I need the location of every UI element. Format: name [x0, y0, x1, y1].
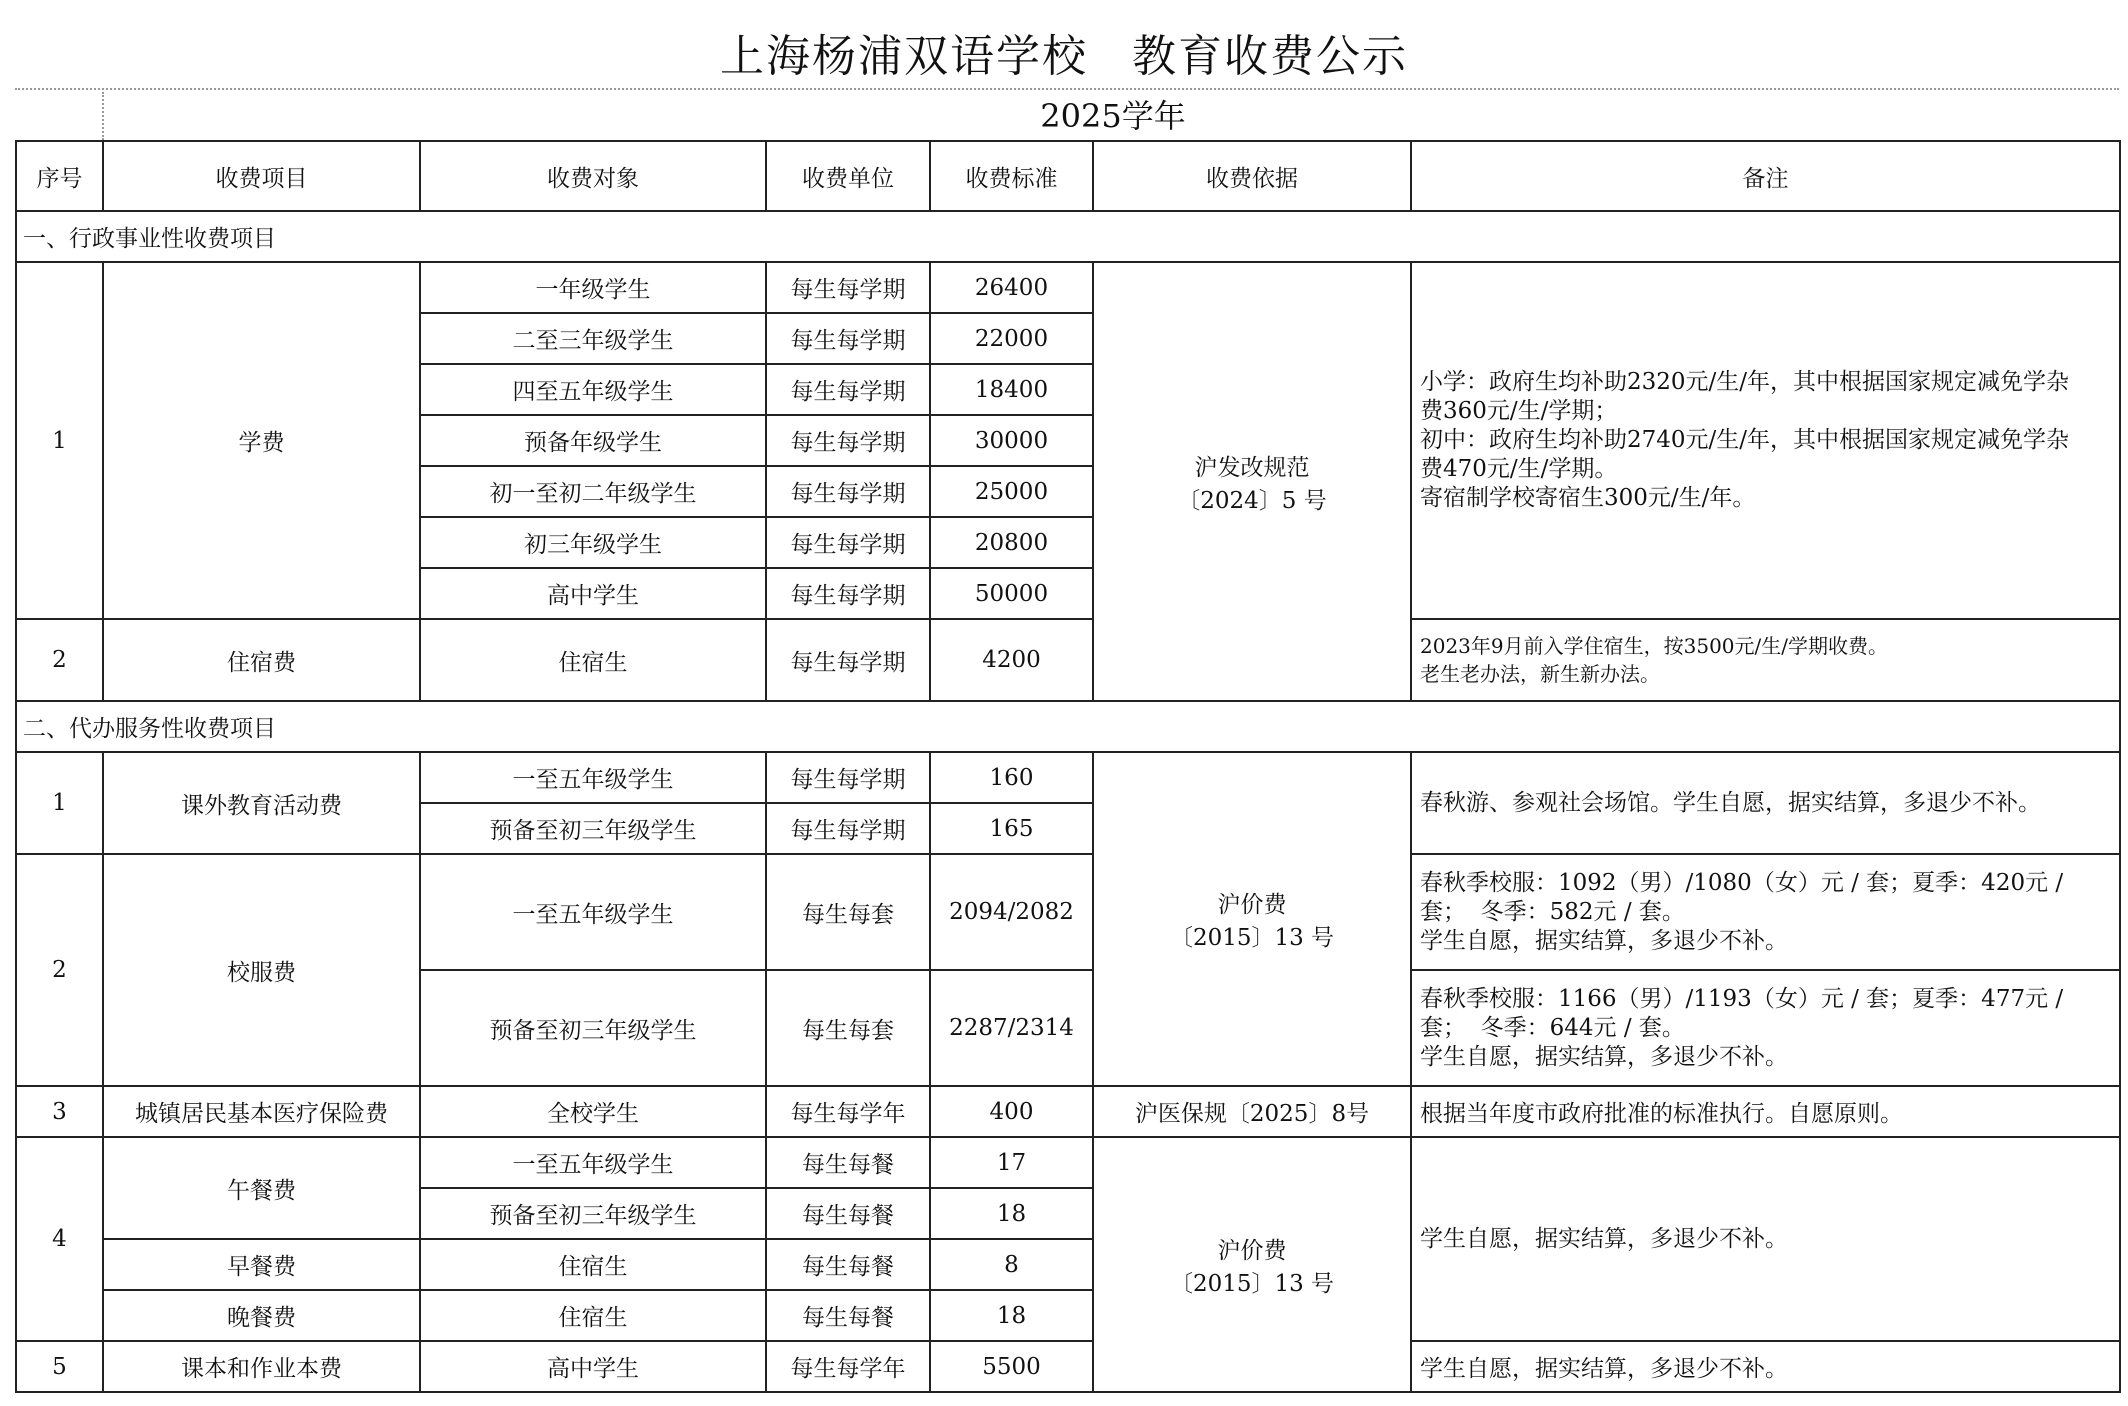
target-cell: 高中学生 — [420, 568, 766, 619]
item-name: 学费 — [103, 262, 420, 619]
item-name: 住宿费 — [103, 619, 420, 701]
remark-line: 学生自愿，据实结算，多退少不补。 — [1420, 1043, 1788, 1070]
basis-line: 〔2024〕5 号 — [1177, 487, 1327, 514]
unit-cell: 每生每学期 — [766, 568, 930, 619]
fee-cell: 20800 — [930, 517, 1093, 568]
remark-line: 春秋季校服：1166（男）/1193（女）元 / 套；夏季：477元 / — [1420, 985, 2064, 1012]
target-cell: 预备至初三年级学生 — [420, 970, 766, 1086]
remark-cell — [1411, 854, 2120, 970]
target-cell: 预备至初三年级学生 — [420, 803, 766, 854]
header-cell-basis: 收费依据 — [1093, 141, 1411, 211]
header-row — [16, 141, 2120, 211]
unit-cell: 每生每学期 — [766, 466, 930, 517]
title-divider — [15, 88, 2119, 90]
item-name: 课外教育活动费 — [103, 752, 420, 854]
item-name: 校服费 — [103, 854, 420, 1086]
remark-line: 初中：政府生均补助2740元/生/年，其中根据国家规定减免学杂 — [1420, 427, 2070, 453]
school-year: 2025学年 — [1040, 97, 1186, 135]
unit-cell: 每生每学期 — [766, 752, 930, 803]
table-row — [16, 1086, 2120, 1137]
row-no: 2 — [16, 854, 103, 1086]
unit-cell: 每生每餐 — [766, 1239, 930, 1290]
target-cell: 一至五年级学生 — [420, 752, 766, 803]
remark-line: 套； 冬季：582元 / 套。 — [1420, 898, 1685, 925]
target-cell: 住宿生 — [420, 1290, 766, 1341]
basis-line: 〔2015〕13 号 — [1169, 1270, 1335, 1297]
table-row — [16, 1137, 2120, 1188]
fee-table — [15, 140, 2121, 1393]
unit-cell: 每生每套 — [766, 970, 930, 1086]
basis-cell — [1093, 752, 1411, 1086]
fee-cell: 160 — [930, 752, 1093, 803]
remark-cell — [1411, 970, 2120, 1086]
target-cell: 四至五年级学生 — [420, 364, 766, 415]
remark-cell: 春秋游、参观社会场馆。学生自愿，据实结算，多退少不补。 — [1411, 752, 2120, 854]
target-cell: 初三年级学生 — [420, 517, 766, 568]
page-title — [0, 22, 2128, 92]
target-cell: 高中学生 — [420, 1341, 766, 1392]
target-cell: 初一至初二年级学生 — [420, 466, 766, 517]
unit-cell: 每生每学年 — [766, 1086, 930, 1137]
remark-line: 2023年9月前入学住宿生，按3500元/生/学期收费。 — [1420, 634, 1888, 658]
table-row — [16, 854, 2120, 970]
fee-cell: 2287/2314 — [930, 970, 1093, 1086]
unit-cell: 每生每学期 — [766, 803, 930, 854]
row-no: 4 — [16, 1137, 103, 1341]
row-no: 1 — [16, 752, 103, 854]
target-cell: 预备年级学生 — [420, 415, 766, 466]
basis-line: 沪价费 — [1217, 1237, 1287, 1264]
fee-cell: 30000 — [930, 415, 1093, 466]
fee-cell: 26400 — [930, 262, 1093, 313]
remark-line: 春秋季校服：1092（男）/1080（女）元 / 套；夏季：420元 / — [1420, 869, 2064, 896]
section-row — [16, 701, 2120, 752]
remark-line: 学生自愿，据实结算，多退少不补。 — [1420, 927, 1788, 954]
fee-cell: 25000 — [930, 466, 1093, 517]
unit-cell: 每生每学期 — [766, 313, 930, 364]
fee-cell: 4200 — [930, 619, 1093, 701]
unit-cell: 每生每学年 — [766, 1341, 930, 1392]
header-cell-remark: 备注 — [1411, 141, 2120, 211]
header-cell-no: 序号 — [16, 141, 103, 211]
target-cell: 预备至初三年级学生 — [420, 1188, 766, 1239]
table-row — [16, 1341, 2120, 1392]
remark-cell: 学生自愿，据实结算，多退少不补。 — [1411, 1137, 2120, 1341]
item-name: 课本和作业本费 — [103, 1341, 420, 1392]
fee-cell: 18400 — [930, 364, 1093, 415]
remark-cell: 学生自愿，据实结算，多退少不补。 — [1411, 1341, 2120, 1392]
remark-cell: 根据当年度市政府批准的标准执行。自愿原则。 — [1411, 1086, 2120, 1137]
unit-cell: 每生每餐 — [766, 1137, 930, 1188]
basis-line: 沪发改规范 — [1194, 454, 1310, 481]
target-cell: 一至五年级学生 — [420, 854, 766, 970]
fee-cell: 5500 — [930, 1341, 1093, 1392]
item-name: 晚餐费 — [103, 1290, 420, 1341]
unit-cell: 每生每学期 — [766, 415, 930, 466]
fee-cell: 8 — [930, 1239, 1093, 1290]
target-cell: 一年级学生 — [420, 262, 766, 313]
basis-line: 〔2015〕13 号 — [1169, 925, 1335, 951]
row-no: 5 — [16, 1341, 103, 1392]
section-title-admin: 一、行政事业性收费项目 — [16, 211, 2120, 262]
fee-cell: 2094/2082 — [930, 854, 1093, 970]
section-row — [16, 211, 2120, 262]
item-name: 城镇居民基本医疗保险费 — [103, 1086, 420, 1137]
row-no: 3 — [16, 1086, 103, 1137]
fee-cell: 50000 — [930, 568, 1093, 619]
unit-cell: 每生每套 — [766, 854, 930, 970]
remark-cell — [1411, 619, 2120, 701]
fee-cell: 165 — [930, 803, 1093, 854]
table-row — [16, 752, 2120, 803]
unit-cell: 每生每学期 — [766, 262, 930, 313]
remark-line: 老生老办法，新生新办法。 — [1420, 662, 1660, 686]
unit-cell: 每生每学期 — [766, 364, 930, 415]
remark-cell — [1411, 262, 2120, 619]
remark-line: 套； 冬季：644元 / 套。 — [1420, 1014, 1685, 1041]
remark-line: 小学：政府生均补助2320元/生/年，其中根据国家规定减免学杂 — [1420, 369, 2070, 395]
table-row — [16, 619, 2120, 701]
basis-line: 沪价费 — [1217, 892, 1287, 918]
fee-cell: 18 — [930, 1290, 1093, 1341]
header-cell-standard: 收费标准 — [930, 141, 1093, 211]
row-no: 2 — [16, 619, 103, 701]
table-row — [16, 262, 2120, 313]
basis-cell — [1093, 262, 1411, 701]
title-school: 上海杨浦双语学校 — [720, 31, 1088, 82]
item-name: 午餐费 — [103, 1137, 420, 1239]
basis-cell — [1093, 1137, 1411, 1392]
fee-cell: 22000 — [930, 313, 1093, 364]
target-cell: 全校学生 — [420, 1086, 766, 1137]
remark-line: 费470元/生/学期。 — [1420, 456, 1618, 482]
fee-cell: 400 — [930, 1086, 1093, 1137]
unit-cell: 每生每学期 — [766, 619, 930, 701]
remark-line: 寄宿制学校寄宿生300元/生/年。 — [1420, 485, 1756, 511]
row-no: 1 — [16, 262, 103, 619]
title-subject: 教育收费公示 — [1132, 31, 1408, 82]
remark-line: 费360元/生/学期； — [1420, 398, 1618, 424]
target-cell: 二至三年级学生 — [420, 313, 766, 364]
header-cell-unit: 收费单位 — [766, 141, 930, 211]
fee-cell: 18 — [930, 1188, 1093, 1239]
unit-cell: 每生每学期 — [766, 517, 930, 568]
header-cell-item: 收费项目 — [103, 141, 420, 211]
item-name: 早餐费 — [103, 1239, 420, 1290]
target-cell: 一至五年级学生 — [420, 1137, 766, 1188]
unit-cell: 每生每餐 — [766, 1290, 930, 1341]
unit-cell: 每生每餐 — [766, 1188, 930, 1239]
target-cell: 住宿生 — [420, 1239, 766, 1290]
fee-cell: 17 — [930, 1137, 1093, 1188]
section-title-service: 二、代办服务性收费项目 — [16, 701, 2120, 752]
basis-cell: 沪医保规〔2025〕8号 — [1093, 1086, 1411, 1137]
header-cell-target: 收费对象 — [420, 141, 766, 211]
target-cell: 住宿生 — [420, 619, 766, 701]
